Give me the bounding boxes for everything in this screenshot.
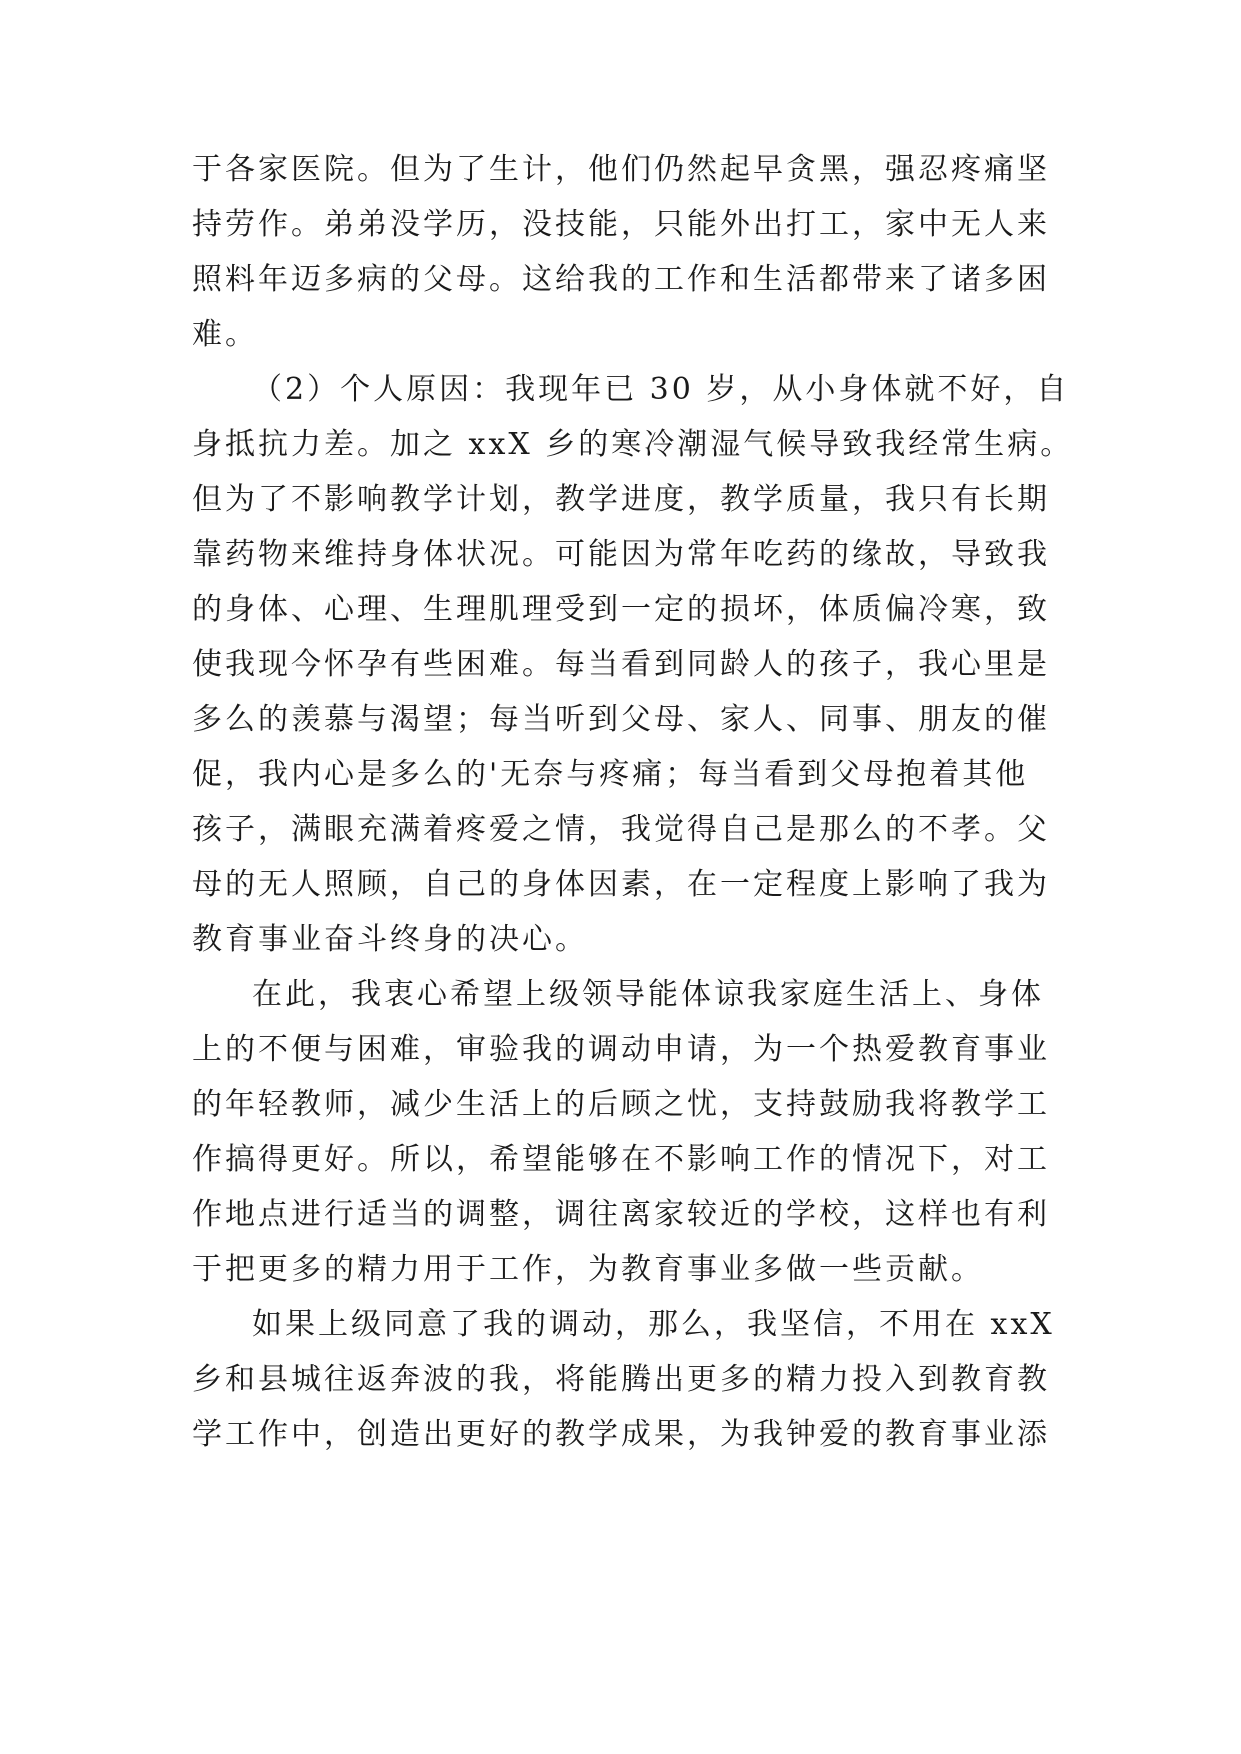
text-line: 于各家医院。但为了生计，他们仍然起早贪黑，强忍疼痛坚 <box>192 152 1050 187</box>
text-line: 在此，我衷心希望上级领导能体谅我家庭生活上、身体 <box>252 977 1044 1012</box>
text-line: 难。 <box>192 317 258 352</box>
text-line: 使我现今怀孕有些困难。每当看到同龄人的孩子，我心里是 <box>192 647 1050 682</box>
text-line: 母的无人照顾，自己的身体因素，在一定程度上影响了我为 <box>192 867 1050 902</box>
text-line: 靠药物来维持身体状况。可能因为常年吃药的缘故，导致我 <box>192 537 1050 572</box>
text-line: 作搞得更好。所以，希望能够在不影响工作的情况下，对工 <box>192 1142 1050 1177</box>
text-line: （2）个人原因：我现年已 30 岁，从小身体就不好，自 <box>252 372 1070 407</box>
text-line: 孩子，满眼充满着疼爱之情，我觉得自己是那么的不孝。父 <box>192 812 1050 847</box>
text-line: 于把更多的精力用于工作，为教育事业多做一些贡献。 <box>192 1252 984 1287</box>
text-line: 多么的羡慕与渴望；每当听到父母、家人、同事、朋友的催 <box>192 702 1050 737</box>
text-line: 身抵抗力差。加之 xxX 乡的寒冷潮湿气候导致我经常生病。 <box>192 427 1074 462</box>
text-line: 教育事业奋斗终身的决心。 <box>192 922 588 957</box>
text-line: 学工作中，创造出更好的教学成果，为我钟爱的教育事业添 <box>192 1417 1050 1452</box>
text-line: 照料年迈多病的父母。这给我的工作和生活都带来了诸多困 <box>192 262 1050 297</box>
text-line: 的年轻教师，减少生活上的后顾之忧，支持鼓励我将教学工 <box>192 1087 1050 1122</box>
text-line: 促，我内心是多么的'无奈与疼痛；每当看到父母抱着其他 <box>192 757 1029 792</box>
text-line: 上的不便与困难，审验我的调动申请，为一个热爱教育事业 <box>192 1032 1050 1067</box>
text-line: 的身体、心理、生理肌理受到一定的损坏，体质偏冷寒，致 <box>192 592 1050 627</box>
text-line: 乡和县城往返奔波的我，将能腾出更多的精力投入到教育教 <box>192 1362 1050 1397</box>
text-line: 但为了不影响教学计划，教学进度，教学质量，我只有长期 <box>192 482 1050 517</box>
text-line: 如果上级同意了我的调动，那么，我坚信，不用在 xxX <box>252 1307 1055 1342</box>
text-line: 持劳作。弟弟没学历，没技能，只能外出打工，家中无人来 <box>192 207 1050 242</box>
text-line: 作地点进行适当的调整，调往离家较近的学校，这样也有利 <box>192 1197 1050 1232</box>
